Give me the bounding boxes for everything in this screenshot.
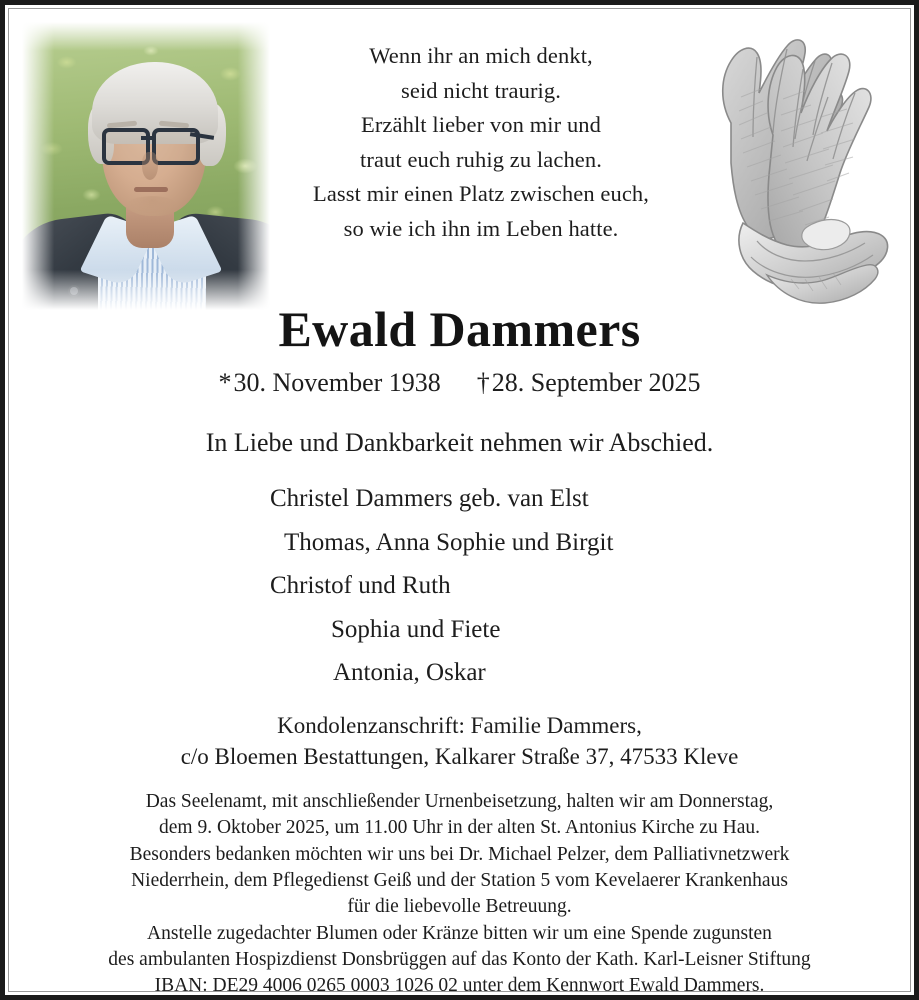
notice-canvas [9,9,910,991]
thanks-line: Niederrhein, dem Pflegedienst Geiß und der Station 5 vom Kevelaerer Krankenhaus [131,870,788,891]
mourner-line: Christel Dammers geb. van Elst [270,485,589,512]
poem-line: so wie ich ihn im Leben hatte. [343,215,619,241]
birth-date: 30. November 1938 [233,368,441,397]
thanks-line: für die liebevolle Betreuung. [347,896,572,917]
memorial-poem [271,39,691,246]
death-date: 28. September 2025 [491,368,701,397]
donation-line: Anstelle zugedachter Blumen oder Kränze bitten wir um eine Spende zugunsten [147,923,772,944]
poem-line: seid nicht traurig. [401,77,561,103]
mourner-line: Antonia, Oskar [333,659,486,686]
poem-line: Lasst mir einen Platz zwischen euch, [313,181,649,206]
donation-iban-line: IBAN: DE29 4006 0265 0003 1026 02 unter dem Kennwort Ewald Dammers. [154,975,765,991]
farewell-text: In Liebe und Dankbarkeit nehmen wir Abschied. [205,428,714,457]
mourner-line: Thomas, Anna Sophie und Birgit [284,528,614,556]
thanks-line: Besonders bedanken möchten wir uns bei Dr. Michael Pelzer, dem Palliativnetzwerk [129,844,790,865]
birth-symbol: * [218,368,234,397]
poem-line: traut euch ruhig zu lachen. [360,146,602,172]
condolence-line: Kondolenzanschrift: Familie Dammers, [277,713,642,738]
condolence-address [9,710,910,772]
donation-note [9,921,910,991]
donation-line: des ambulanten Hospizdienst Donsbrüggen auf das Konto der Kath. Karl-Leisner Stiftung [108,949,811,970]
service-line: dem 9. Oktober 2025, um 11.00 Uhr in der alten St. Antonius Kirche zu Hau. [159,817,760,838]
deceased-name: Ewald Dammers [278,301,641,357]
birth-date-group [219,368,441,397]
condolence-line: c/o Bloemen Bestattungen, Kalkarer Straße 37, 47533 Kleve [180,744,739,769]
portrait-photo [22,22,270,310]
service-line: Das Seelenamt, mit anschließender Urnenbeisetzung, halten wir am Donnerstag, [145,791,774,812]
portrait-vignette-fade [22,22,270,310]
death-symbol: † [476,368,492,397]
mourners-list [270,477,700,695]
death-date-group [477,368,701,397]
mourner-line: Christof und Ruth [270,572,451,599]
life-dates [9,366,910,400]
thanks-note [9,842,910,920]
funeral-service-details [9,789,910,841]
poem-line: Wenn ihr an mich denkt, [369,43,593,68]
poem-line: Erzählt lieber von mir und [360,112,602,137]
praying-hands-icon [695,27,899,313]
mourner-line: Sophia und Fiete [331,615,501,643]
